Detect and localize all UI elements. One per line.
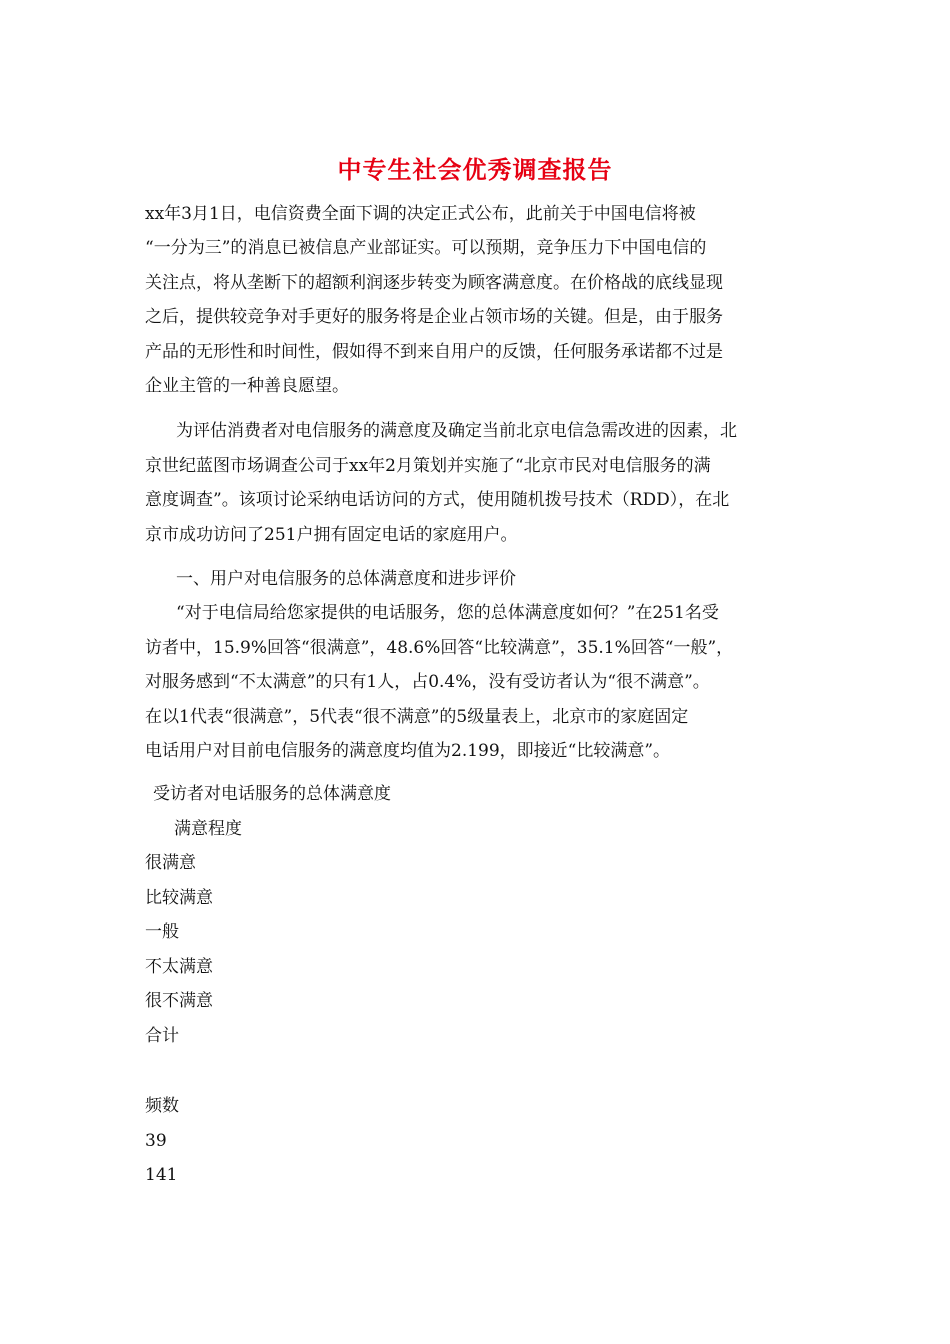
- paragraph-2-line: 意度调查”。该项讨论采纳电话访问的方式，使用随机拨号技术（RDD），在北: [145, 490, 730, 510]
- paragraph-2-line: 京市成功访问了251户拥有固定电话的家庭用户。: [145, 525, 518, 545]
- table-level-cell: 很不满意: [145, 991, 213, 1011]
- paragraph-1-line: 企业主管的一种善良愿望。: [145, 376, 349, 396]
- paragraph-3-line: 电话用户对目前电信服务的满意度均值为2.199，即接近“比较满意”。: [145, 741, 671, 761]
- table-header-level: 满意程度: [174, 819, 242, 839]
- paragraph-1-line: 关注点，将从垄断下的超额利润逐步转变为顾客满意度。在价格战的底线显现: [145, 273, 723, 293]
- table-level-cell: 比较满意: [145, 888, 213, 908]
- paragraph-2-line: 为评估消费者对电信服务的满意度及确定当前北京电信急需改进的因素，北: [176, 421, 737, 441]
- table-count-cell: 141: [145, 1165, 178, 1185]
- paragraph-2-line: 京世纪蓝图市场调查公司于xx年2月策划并实施了“北京市民对电信服务的满: [145, 456, 711, 476]
- paragraph-3-line: 在以1代表“很满意”，5代表“很不满意”的5级量表上，北京市的家庭固定: [145, 707, 689, 727]
- paragraph-1-line: “一分为三”的消息已被信息产业部证实。可以预期，竞争压力下中国电信的: [145, 238, 707, 258]
- section-heading: 一、用户对电信服务的总体满意度和进步评价: [176, 569, 516, 589]
- paragraph-1-line: 之后，提供较竞争对手更好的服务将是企业占领市场的关键。但是，由于服务: [145, 307, 723, 327]
- paragraph-3-line: 对服务感到“不太满意”的只有1人，占0.4%，没有受访者认为“很不满意”。: [145, 672, 710, 692]
- table-header-count: 频数: [145, 1096, 179, 1116]
- document-title: 中专生社会优秀调查报告: [337, 155, 613, 184]
- table-level-cell: 不太满意: [145, 957, 213, 977]
- table-caption: 受访者对电话服务的总体满意度: [153, 784, 391, 804]
- paragraph-3-line: 访者中，15.9%回答“很满意”，48.6%回答“比较满意”，35.1%回答“一般”，: [145, 638, 734, 658]
- paragraph-1-line: 产品的无形性和时间性，假如得不到来自用户的反馈，任何服务承诺都不过是: [145, 342, 723, 362]
- table-count-cell: 39: [145, 1131, 167, 1151]
- paragraph-1-line: xx年3月1日，电信资费全面下调的决定正式公布，此前关于中国电信将被: [145, 204, 696, 224]
- table-level-cell: 一般: [145, 922, 179, 942]
- paragraph-3-line: “对于电信局给您家提供的电话服务，您的总体满意度如何？”在251名受: [176, 603, 719, 623]
- table-level-cell: 很满意: [145, 853, 196, 873]
- table-level-cell: 合计: [145, 1026, 179, 1046]
